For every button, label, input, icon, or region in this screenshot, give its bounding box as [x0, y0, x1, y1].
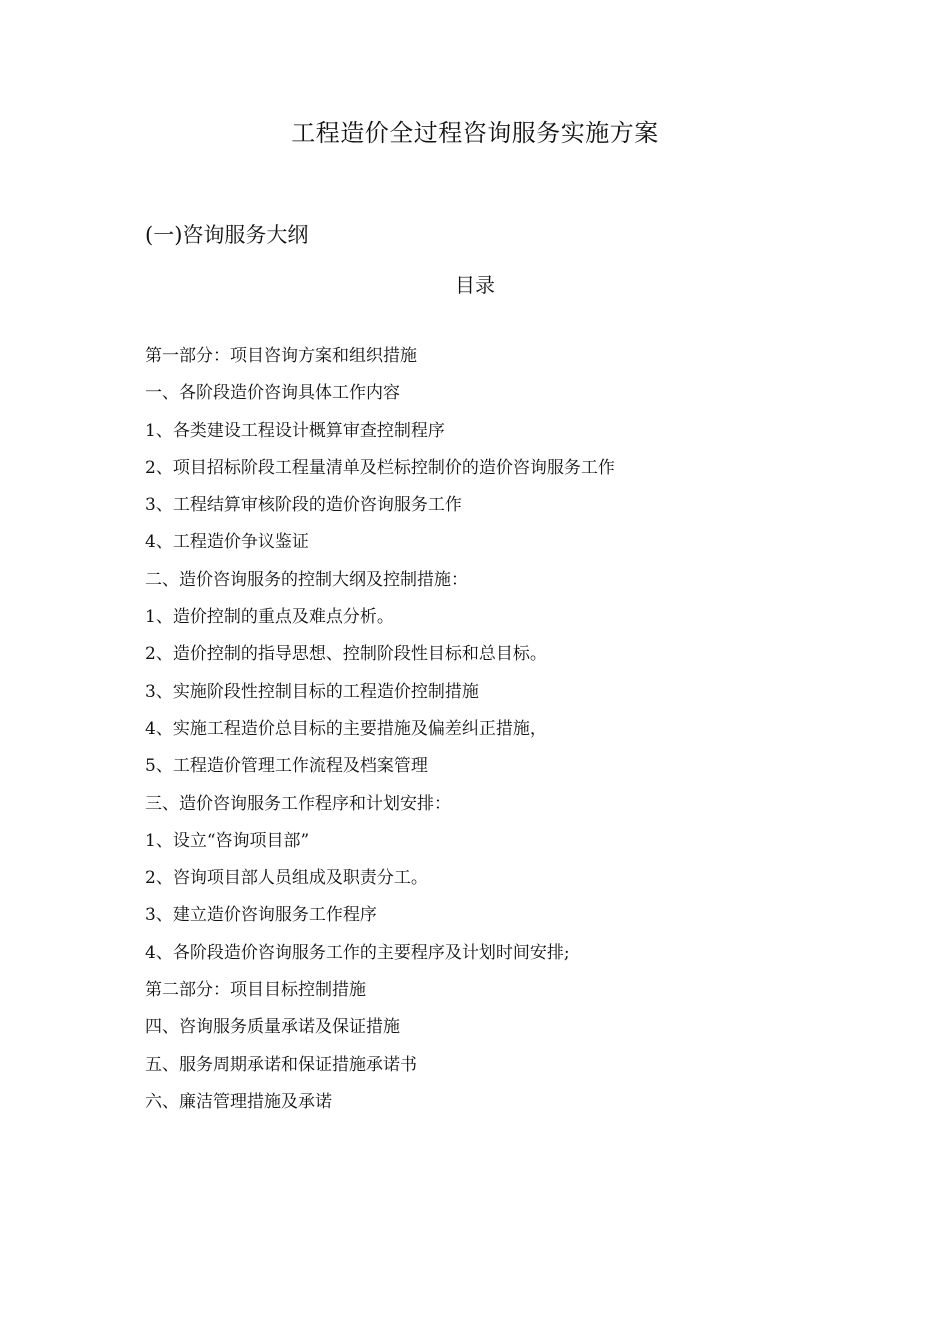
- toc-item: 第二部分：项目目标控制措施: [145, 980, 366, 1001]
- toc-item: 3、工程结算审核阶段的造价咨询服务工作: [145, 495, 462, 516]
- toc-item: 三、造价咨询服务工作程序和计划安排：: [145, 793, 451, 814]
- toc-item: 2、造价控制的指导思想、控制阶段性目标和总目标。: [145, 644, 547, 665]
- document-title: 工程造价全过程咨询服务实施方案: [291, 119, 659, 147]
- toc-item: 五、服务周期承诺和保证措施承诺书: [145, 1054, 417, 1075]
- section-heading: (一)咨询服务大纲: [145, 223, 309, 247]
- toc-item: 4、各阶段造价咨询服务工作的主要程序及计划时间安排;: [145, 942, 570, 963]
- toc-item: 5、工程造价管理工作流程及档案管理: [145, 756, 428, 777]
- toc-item: 2、咨询项目部人员组成及职责分工。: [145, 868, 428, 889]
- toc-item: 3、实施阶段性控制目标的工程造价控制措施: [145, 681, 479, 702]
- table-of-contents: [145, 341, 845, 1124]
- toc-item: 四、咨询服务质量承诺及保证措施: [145, 1017, 400, 1038]
- toc-item: 2、项目招标阶段工程量清单及栏标控制价的造价咨询服务工作: [145, 457, 615, 478]
- toc-item: 第一部分：项目咨询方案和组织措施: [145, 346, 417, 366]
- toc-title: 目录: [455, 273, 495, 297]
- toc-item: 1、各类建设工程设计概算审查控制程序: [145, 420, 445, 441]
- toc-item: 1、设立“咨询项目部”: [145, 830, 310, 851]
- toc-item: 1、造价控制的重点及难点分析。: [145, 607, 394, 628]
- toc-item: 4、工程造价争议鉴证: [145, 532, 309, 553]
- toc-item: 二、造价咨询服务的控制大纲及控制措施：: [145, 569, 468, 590]
- toc-item: 六、廉洁管理措施及承诺: [145, 1091, 332, 1112]
- toc-item: 4、实施工程造价总目标的主要措施及偏差纠正措施，: [145, 718, 547, 739]
- toc-item: 3、建立造价咨询服务工作程序: [145, 905, 377, 926]
- toc-item: 一、各阶段造价咨询具体工作内容: [145, 383, 400, 404]
